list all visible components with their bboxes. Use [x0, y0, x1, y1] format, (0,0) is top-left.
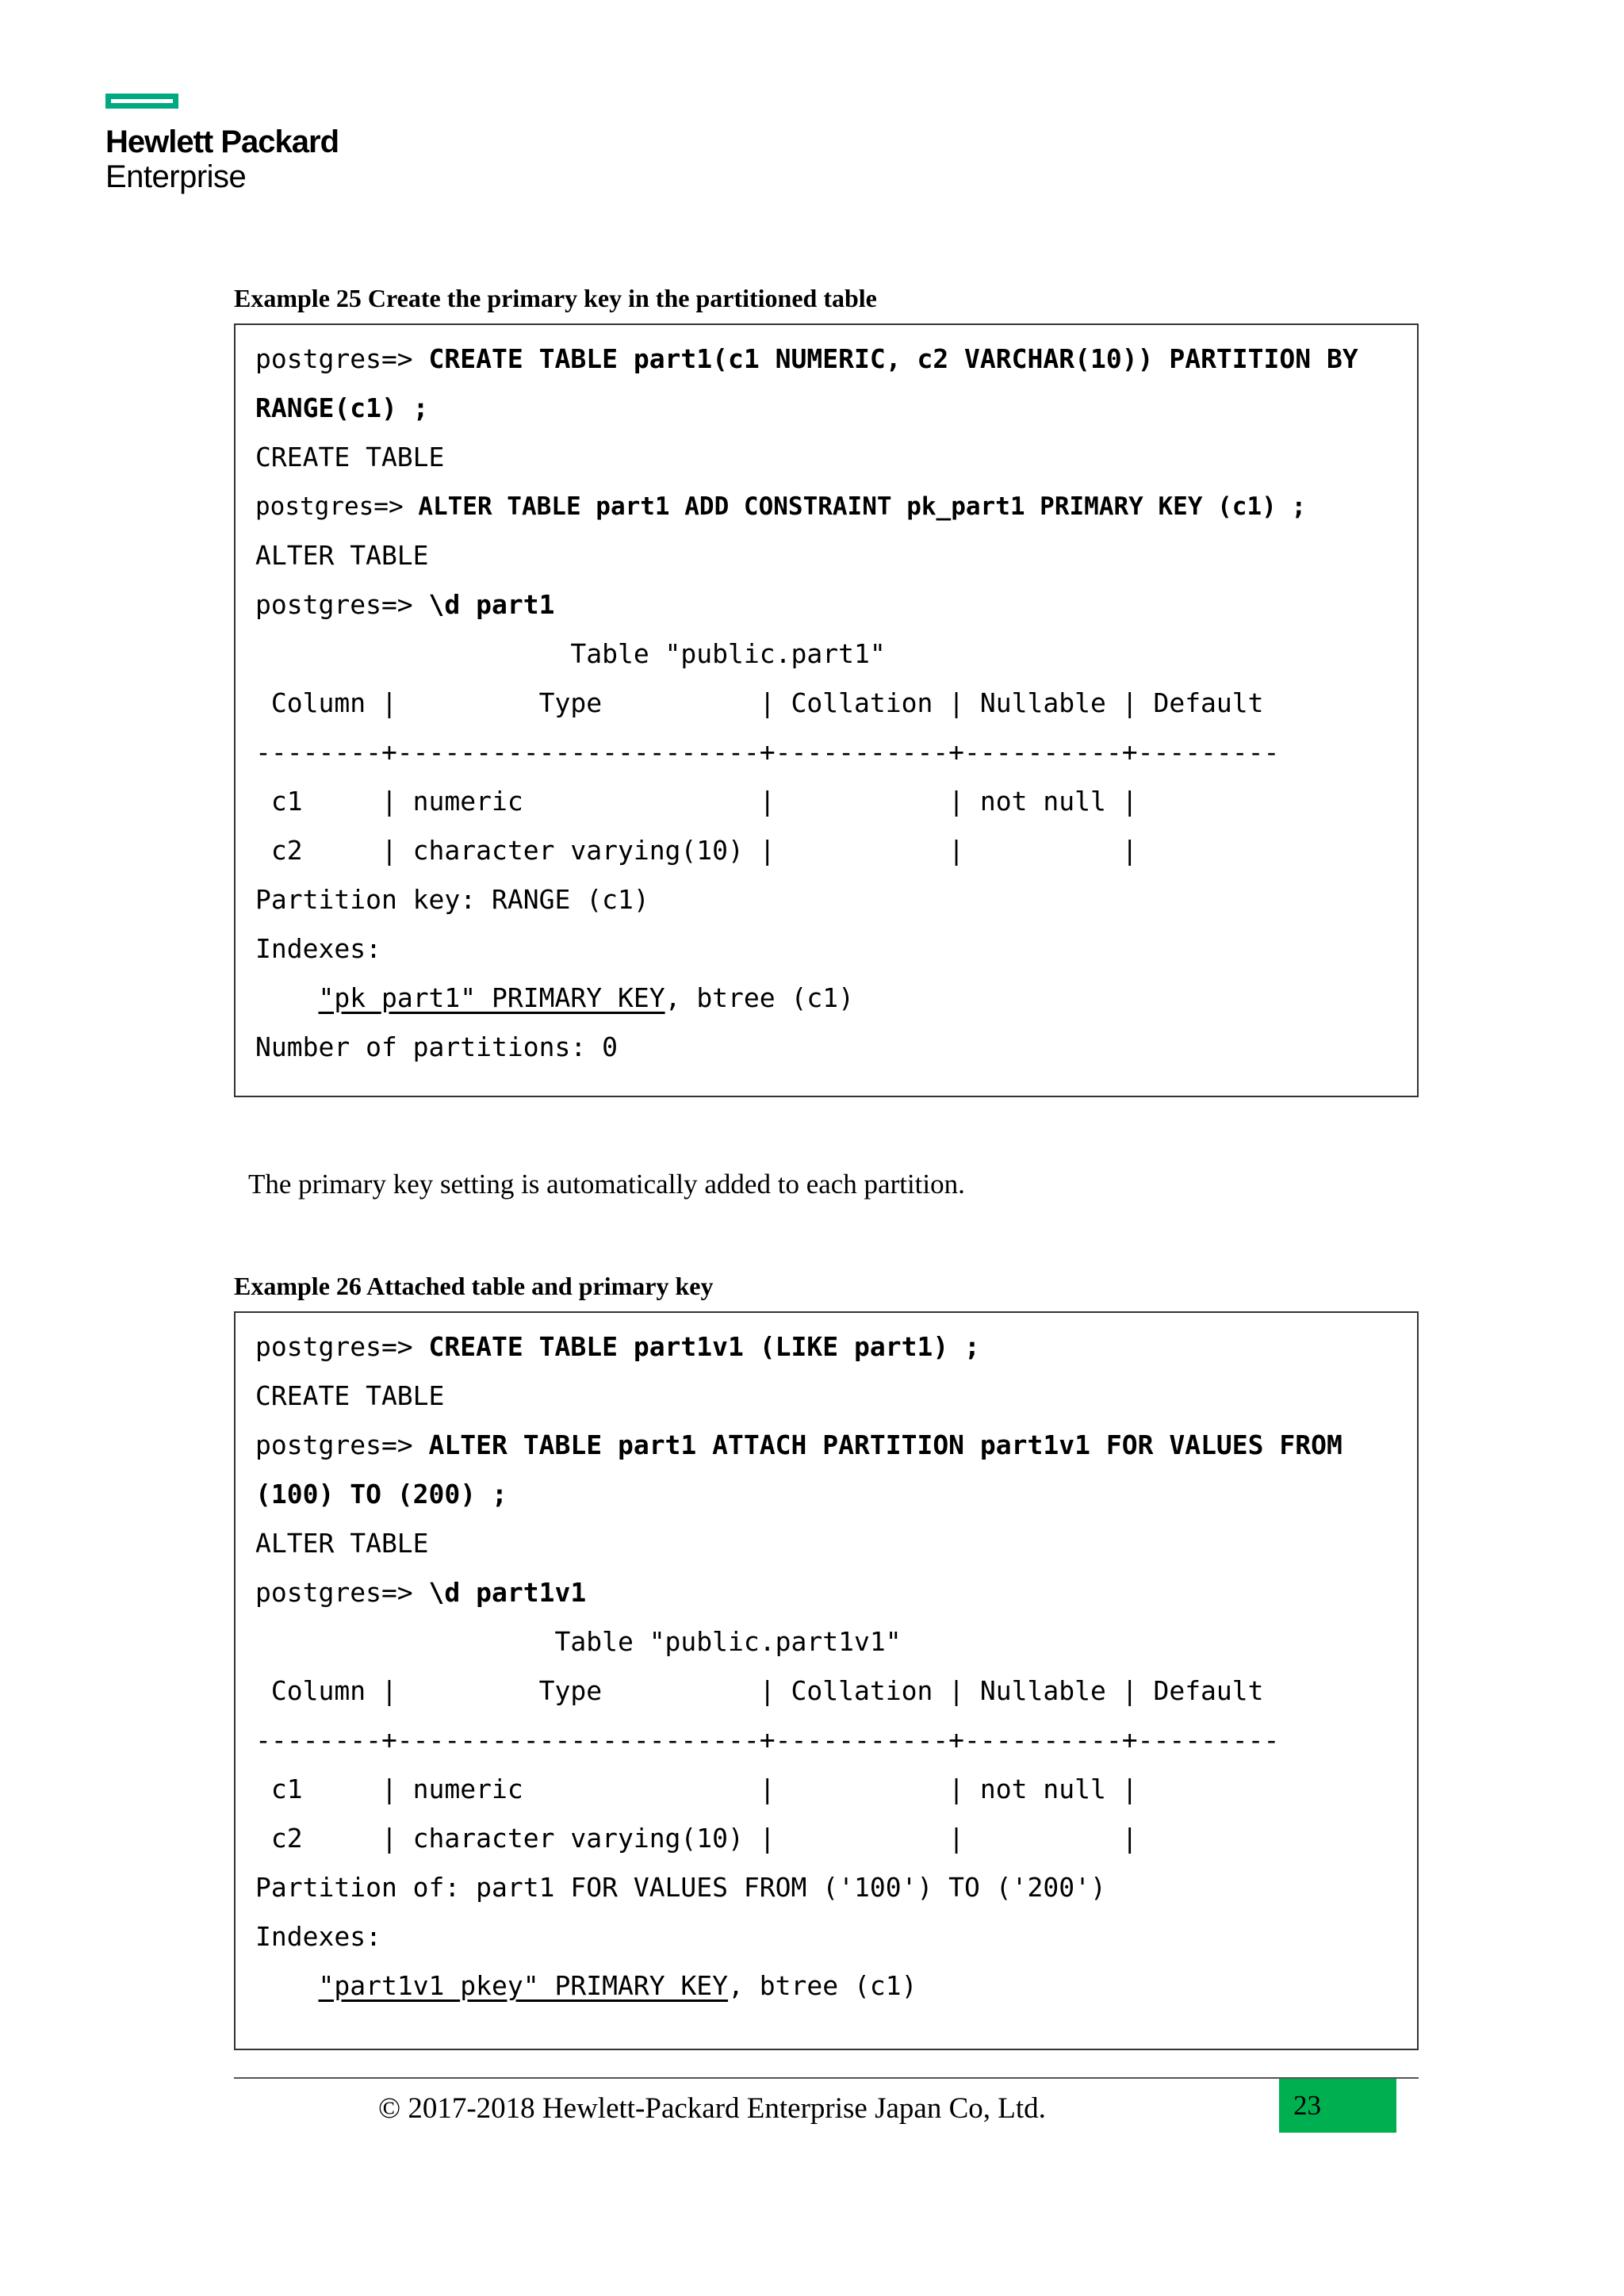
code-line: Indexes:	[255, 1921, 381, 1952]
code-line: Number of partitions: 0	[255, 1031, 618, 1062]
code-line: --------+-----------------------+-----------+----------+---------	[255, 1724, 1280, 1755]
code-line: Partition key: RANGE (c1)	[255, 884, 649, 915]
code-line: Column | Type | Collation | Nullable | Default	[255, 687, 1264, 718]
code-line: postgres=> \d part1v1	[255, 1577, 587, 1608]
footer-copyright: © 2017-2018 Hewlett-Packard Enterprise Japan Co, Ltd.	[378, 2092, 1046, 2125]
code-line: c1 | numeric | | not null |	[255, 786, 1138, 817]
code-line: c2 | character varying(10) | | |	[255, 1823, 1138, 1854]
code-line: CREATE TABLE	[255, 1380, 445, 1411]
code-line: --------+-----------------------+-----------+----------+---------	[255, 737, 1280, 767]
hpe-logo	[105, 94, 339, 194]
logo-text-line1: Hewlett Packard	[105, 124, 339, 159]
code-line: postgres=> ALTER TABLE part1 ADD CONSTRAINT pk_part1 PRIMARY KEY (c1) ;	[255, 492, 1307, 521]
page-number-badge	[1279, 2079, 1396, 2133]
code-line: Column | Type | Collation | Nullable | Default	[255, 1675, 1264, 1706]
code-line: postgres=> CREATE TABLE part1v1 (LIKE part1) ;	[255, 1331, 980, 1362]
code-line: c2 | character varying(10) | | |	[255, 835, 1138, 866]
code-line: "pk_part1" PRIMARY KEY, btree (c1)	[318, 982, 854, 1013]
example-25-caption: Example 25 Create the primary key in the partitioned table	[234, 284, 877, 312]
code-line: ALTER TABLE	[255, 540, 429, 571]
code-line: (100) TO (200) ;	[255, 1479, 508, 1510]
code-line: c1 | numeric | | not null |	[255, 1774, 1138, 1804]
logo-text-line2: Enterprise	[105, 159, 247, 194]
code-line: Table "public.part1v1"	[255, 1626, 902, 1657]
code-line: Partition of: part1 FOR VALUES FROM ('100') TO ('200')	[255, 1872, 1106, 1903]
example-26-code-block	[234, 1311, 1419, 2050]
hpe-logo-mark	[105, 94, 178, 109]
code-line: CREATE TABLE	[255, 442, 445, 473]
code-line: postgres=> ALTER TABLE part1 ATTACH PARTITION part1v1 FOR VALUES FROM	[255, 1429, 1342, 1460]
code-line: Indexes:	[255, 933, 381, 964]
body-paragraph: The primary key setting is automatically added to each partition.	[248, 1169, 965, 1200]
code-line: "part1v1_pkey" PRIMARY KEY, btree (c1)	[318, 1970, 917, 2001]
code-line: postgres=> \d part1	[255, 589, 555, 620]
code-line: ALTER TABLE	[255, 1528, 429, 1559]
code-line: postgres=> CREATE TABLE part1(c1 NUMERIC, c2 VARCHAR(10)) PARTITION BY	[255, 343, 1358, 374]
code-line: Table "public.part1"	[255, 638, 886, 669]
page-number: 23	[1293, 2090, 1321, 2121]
footer-divider	[234, 2077, 1419, 2079]
example-25-code-block	[234, 323, 1419, 1097]
example-26-caption: Example 26 Attached table and primary key	[234, 1272, 714, 1300]
code-line: RANGE(c1) ;	[255, 392, 429, 423]
